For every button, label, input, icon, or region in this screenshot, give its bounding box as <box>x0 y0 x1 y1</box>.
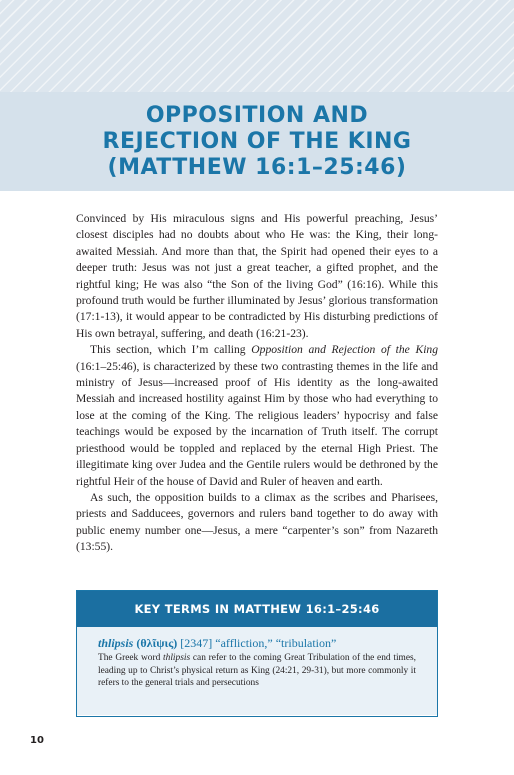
paragraph <box>76 342 438 490</box>
chapter-title-line: (MATTHEW 16:1–25:46) <box>107 155 407 180</box>
term-description-word: thlipsis <box>163 653 191 663</box>
chapter-title-line: REJECTION OF THE KING <box>102 129 412 154</box>
paragraph-text: This section, which I’m calling <box>90 343 252 357</box>
term-entry <box>98 636 416 651</box>
key-terms-box <box>76 590 438 717</box>
strongs-number: [2347] <box>180 636 213 650</box>
key-terms-heading: KEY TERMS IN MATTHEW 16:1–25:46 <box>77 591 437 627</box>
term-description-text: can refer to the coming Great Tribulation of the end times, leading up to Christ’s physical return as King (24:21, 29-31), but more commonly it refers to the general trials and persecutions <box>98 653 417 689</box>
key-terms-body <box>77 627 437 715</box>
term-word: thlipsis <box>98 636 134 650</box>
page-number: 10 <box>30 735 44 746</box>
chapter-title-line: OPPOSITION AND <box>145 103 369 128</box>
paragraph-text: (16:1–25:46), is characterized by these two contrasting themes in the life and ministry of Jesus—increased proof of His identity as the long-awaited Messiah and increased hostility against Him by those who had everything to lose at the coming of the King. The religious leaders’ hypocrisy and false teachings would be exposed by the incarnation of Truth itself. The corrupt priesthood would be toppled and replaced by the eternal High Priest. The illegitimate king over Judea and the Gentile rulers would be dethroned by the rightful Heir of the house of David and Ruler of heaven and earth. <box>76 359 438 488</box>
chapter-title <box>0 103 514 181</box>
paragraph: Convinced by His miraculous signs and His powerful preaching, Jesus’ closest disciples had no doubts about who He was: the King, their long-awaited Messiah. And more than that, the Spirit had opened their eyes to a deeper truth: Jesus was not just a great teacher, a gifted prophet, and the rightful king; He was also “the Son of the living God” (16:16). While this profound truth would be further illuminated by Jesus’ glorious transformation (17:1-13), it would appear to be contradicted by His disturbing predictions of His own betrayal, suffering, and death (16:21-23). <box>76 212 438 340</box>
section-title-italic: Opposition and Rejection of the King <box>251 343 439 357</box>
term-greek: (θλῖψις) <box>136 636 178 650</box>
term-gloss: “affliction,” “tribulation” <box>215 636 337 650</box>
term-description-text: The Greek word <box>98 653 164 663</box>
paragraph: As such, the opposition builds to a climax as the scribes and Pharisees, priests and Sadducees, governors and rulers band together to do away with public enemy number one—Jesus, a mere “carpenter’s son” from Nazareth (13:55). <box>76 490 438 554</box>
term-description <box>98 652 416 690</box>
body-text <box>76 211 438 556</box>
